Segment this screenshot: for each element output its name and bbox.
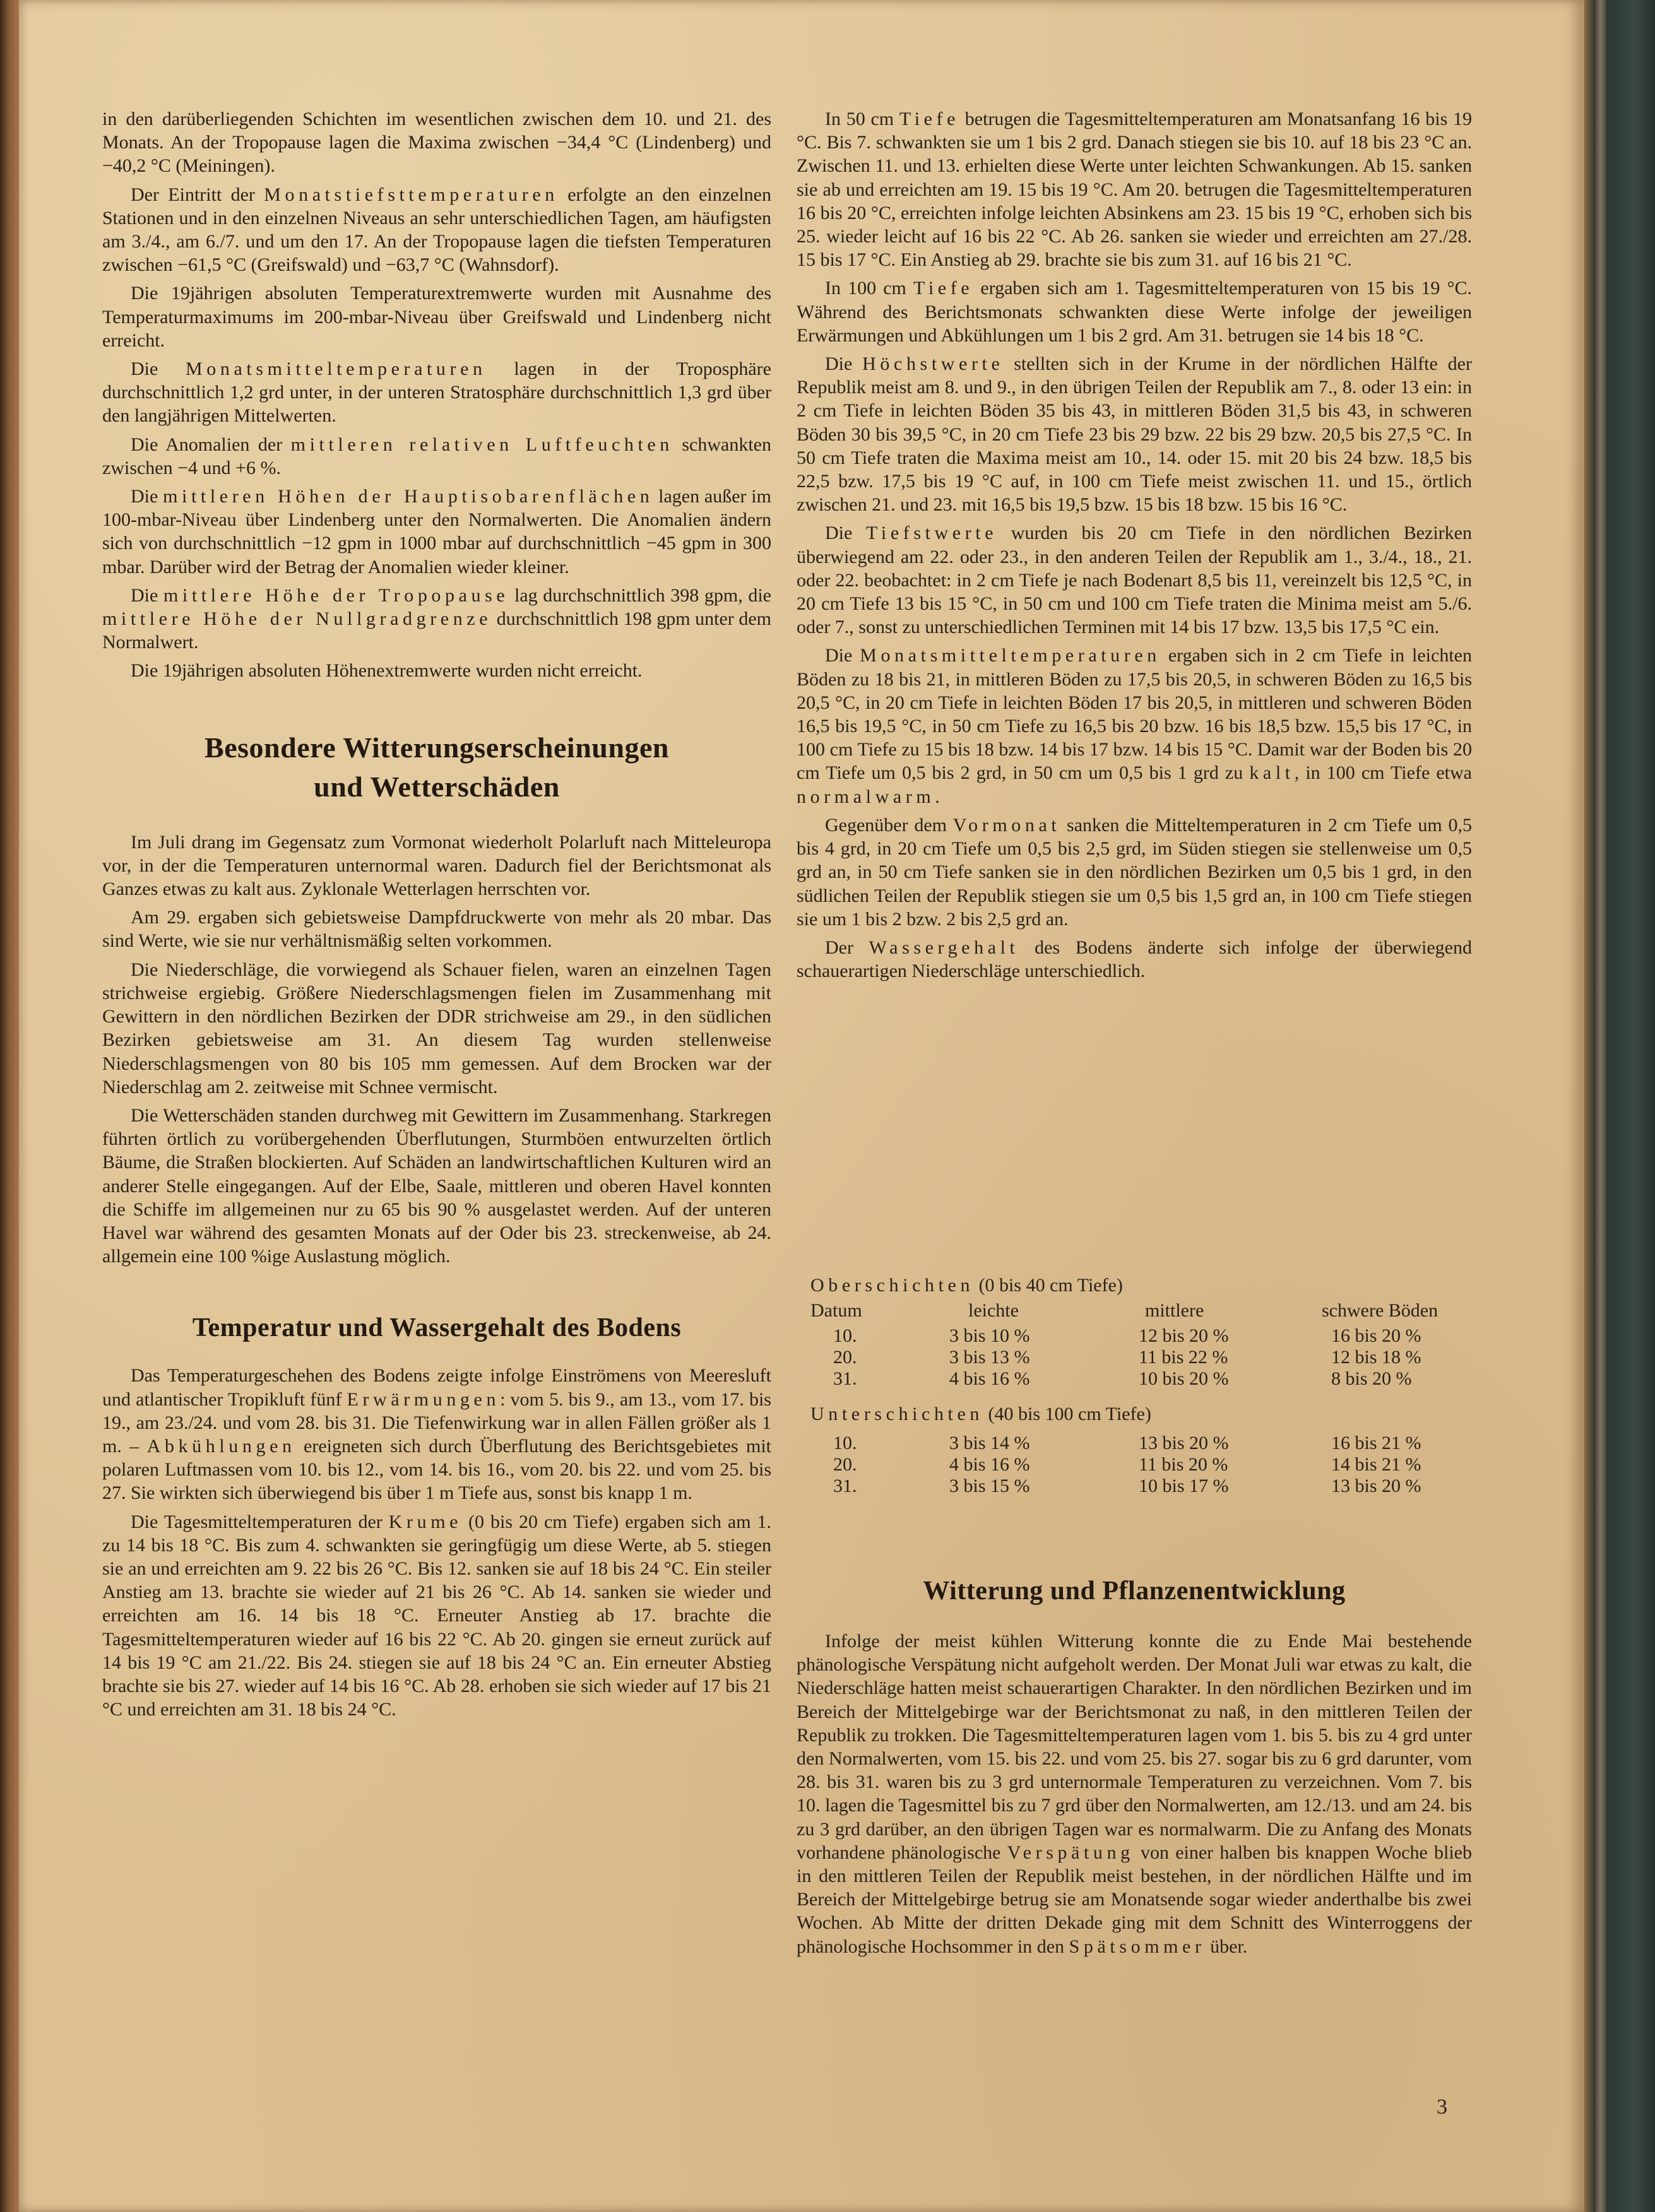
table-header-cell: schwere Böden (1322, 1300, 1438, 1321)
table-cell: 31. (833, 1368, 857, 1389)
table-cell: 10. (833, 1325, 857, 1346)
table-cell: 13 bis 20 % (1331, 1476, 1421, 1496)
section-heading-soil: Temperatur und Wassergehalt des Bodens (192, 1313, 682, 1343)
table-header-cell: leichte (968, 1300, 1019, 1321)
table-cell: 11 bis 22 % (1139, 1347, 1228, 1368)
table-row (810, 1476, 1480, 1497)
table-cell: 3 bis 10 % (949, 1325, 1030, 1346)
table-row (810, 1433, 1480, 1454)
paragraph: Der Eintritt der Monatstiefsttemperaturen erfolgte an den einzelnen Stationen und in den einzelnen Niveaus an sehr unterschiedlichen Tagen, am häufigsten am 3./4., am 6./7. und um den 17. An der Tropopause lagen die tiefsten Temperaturen zwischen −61,5 °C (Greifswald) und −63,7 °C (Wahnsdorf). (102, 184, 771, 276)
table-cell: 8 bis 20 % (1331, 1368, 1412, 1389)
paragraph: In 50 cm Tiefe betrugen die Tagesmitteltemperaturen am Monatsanfang 16 bis 19 °C. Bis 7. schwankten sie um 1 bis 2 grd. Danach stiegen sie bis 10. auf 18 bis 23 °C an. Zwischen 11. und 13. erhielten diese Werte unter leichten Schwankungen. Ab 15. sanken sie ab und erreichten am 19. 15 bis 19 °C. Am 20. betrugen die Tagesmitteltemperaturen 16 bis 20 °C, erreichten infolge leichten Absinkens am 23. 15 bis 19 °C, erhoben sich bis 25. wieder leicht auf 16 bis 22 °C. Ab 26. sanken sie wieder und erreichten am 27./28. 15 bis 17 °C. Ein Anstieg ab 29. brachte sie bis zum 31. auf 16 bis 21 °C. (797, 109, 1472, 271)
section-heading-plants: Witterung und Pflanzenentwicklung (923, 1576, 1346, 1606)
right-column-lower (797, 1571, 1472, 1963)
soil-water-table (810, 1275, 1480, 1497)
table-cell: 20. (833, 1454, 857, 1475)
table-cell: 31. (833, 1476, 857, 1496)
left-column (102, 107, 771, 1726)
table-cell: 10. (833, 1433, 857, 1453)
table-cell: 3 bis 14 % (949, 1433, 1030, 1453)
table-row (810, 1347, 1480, 1368)
table-header-row (810, 1300, 1480, 1322)
table-cell: 10 bis 20 % (1139, 1368, 1229, 1389)
section-heading-weather-phenomena: Besondere Witterungserscheinungen und Wetterschäden (205, 731, 669, 803)
paragraph: Die Niederschläge, die vorwiegend als Schauer fielen, waren an einzelnen Tagen strichweise ergiebig. Größere Niederschlagsmengen fielen im Zusammenhang mit Gewittern in den nördlichen Bezirken der DDR strichweise am 29., in den südlichen Bezirken gebietsweise am 31. An diesem Tag wurden stellenweise Niederschlagsmengen von 80 bis 105 mm gemessen. Auf dem Brocken war der Niederschlag am 2. zeitweise mit Schnee vermischt. (102, 959, 771, 1097)
table-title-lower: Unterschichten (40 bis 100 cm Tiefe) (810, 1404, 1151, 1424)
book-spine (1584, 0, 1655, 2212)
table-cell: 3 bis 15 % (949, 1476, 1030, 1496)
paragraph: Infolge der meist kühlen Witterung konnte die zu Ende Mai bestehende phänologische Verspätung nicht aufgeholt werden. Der Monat Juli war etwas zu kalt, die Niederschläge hatten meist schauerartigen Charakter. In den nördlichen Bezirken und im Bereich der Mittelgebirge war der Berichtsmonat zu naß, in den mittleren Teilen der Republik zu trokken. Die Tagesmitteltemperaturen lagen vom 1. bis 5. bis zu 4 grd unter den Normalwerten, vom 15. bis 22. und vom 25. bis 27. sogar bis zu 6 grd darunter, vom 28. bis 31. waren bis zu 3 grd unternormale Temperaturen zu verzeichnen. Vom 7. bis 10. lagen die Tagesmittel bis zu 7 grd über den Normalwerten, am 12./13. und am 24. bis zu 3 grd darüber, an den übrigen Tagen war es normalwarm. Die zu Anfang des Monats vorhandene phänologische Verspätung von einer halben bis knappen Woche blieb in den mittleren Teilen der Republik meist bestehen, in der nördlichen Hälfte und im Bereich der Mittelgebirge betrug sie am Monatsende sogar wieder anderthalbe bis zwei Wochen. Ab Mitte der dritten Dekade ging mit dem Schnitt des Winterroggens der phänologische Hochsommer in den Spätsommer über. (797, 1631, 1472, 1957)
page-number: 3 (1437, 2095, 1447, 2119)
paragraph: Die Wetterschäden standen durchweg mit Gewittern im Zusammenhang. Starkregen führten örtlich zu vorübergehenden Überflutungen, Sturmböen entwurzelten örtlich Bäume, die Straßen blockierten. Auf Schäden an landwirtschaftlichen Kulturen wird an anderer Stelle eingegangen. Auf der Elbe, Saale, mittleren und oberen Havel konnten die Schiffe im allgemeinen nur zu 65 bis 90 % ausgelastet werden. Auf der unteren Havel war während des gesamten Monats auf der Oder bis 23. streckenweise, ab 24. allgemein eine 100 %ige Auslastung möglich. (102, 1104, 771, 1267)
table-cell: 20. (833, 1347, 857, 1368)
table-cell: 4 bis 16 % (949, 1454, 1030, 1475)
paragraph: Die Monatsmitteltemperaturen ergaben sich in 2 cm Tiefe in leichten Böden zu 18 bis 21, in mittleren Böden zu 17,5 bis 20,5, in schweren Böden zu 16,5 bis 20,5 °C, in 20 cm Tiefe in leichten Böden 17 bis 20,5, in mittleren und schweren Böden 16,5 bis 19,5 °C, in 50 cm Tiefe zu 16,5 bis 20 bzw. 16 bis 18,5 bzw. 15,5 bis 17 °C, in 100 cm Tiefe zu 15 bis 18 bzw. 14 bis 17 bzw. 14 bis 15 °C. Damit war der Boden bis 20 cm Tiefe um 0,5 bis 2 grd, in 50 cm um 0,5 bis 1 grd zu kalt, in 100 cm Tiefe etwa normalwarm. (797, 645, 1472, 807)
table-row (810, 1454, 1480, 1476)
table-cell: 10 bis 17 % (1139, 1476, 1229, 1496)
table-cell: 16 bis 21 % (1331, 1433, 1421, 1453)
table-header-cell: Datum (810, 1300, 862, 1321)
table-header-cell: mittlere (1145, 1300, 1204, 1321)
table-cell: 11 bis 20 % (1139, 1454, 1228, 1475)
paragraph: In 100 cm Tiefe ergaben sich am 1. Tagesmitteltemperaturen von 15 bis 19 °C. Während des Berichtsmonats schwankten diese Werte infolge der jeweiligen Erwärmungen und Abkühlungen um 1 bis 2 grd. Am 31. betrugen sie 14 bis 18 °C. (797, 278, 1473, 346)
book-binding-left-edge (0, 0, 21, 2212)
paragraph: Die Tagesmitteltemperaturen der Krume (0 bis 20 cm Tiefe) ergaben sich am 1. zu 14 bis 18 °C. Bis zum 4. schwankten sie geringfügig um diese Werte, ab 5. stiegen sie an und erreichten am 9. 22 bis 26 °C. Bis 12. sanken sie auf 18 bis 24 °C. Ein steiler Anstieg am 13. brachte sie wieder auf 21 bis 26 °C. Ab 14. sanken sie wieder und erreichten am 16. 14 bis 18 °C. Erneuter Anstieg ab 17. brachte die Tagesmitteltemperaturen wieder auf 16 bis 22 °C. Ab 20. gingen sie erneut zurück auf 14 bis 19 °C am 21./22. Bis 24. stiegen sie auf 18 bis 24 °C an. Ein erneuter Abstieg brachte sie bis 27. wieder auf 14 bis 16 °C. Ab 28. erhoben sie sich wieder auf 17 bis 21 °C und erreichten am 31. 18 bis 24 °C. (102, 1511, 771, 1720)
spine-stripe (1596, 0, 1606, 2212)
table-title-upper: Oberschichten (0 bis 40 cm Tiefe) (810, 1275, 1123, 1296)
paragraph: Am 29. ergaben sich gebietsweise Dampfdruckwerte von mehr als 20 mbar. Das sind Werte, wie sie nur verhältnismäßig selten vorkommen. (102, 907, 771, 952)
paragraph: in den darüberliegenden Schichten im wesentlichen zwischen dem 10. und 21. des Monats. An der Tropopause lagen die Maxima zwischen −34,4 °C (Lindenberg) und −40,2 °C (Meiningen). (102, 109, 771, 177)
paragraph: Die Monatsmitteltemperaturen lagen in der Troposphäre durchschnittlich 1,2 grd unter, in der unteren Stratosphäre durchschnittlich 1,3 grd über den langjährigen Mittelwerten. (102, 358, 771, 427)
paragraph: Der Wassergehalt des Bodens änderte sich infolge der überwiegend schauerartigen Niederschläge unterschiedlich. (797, 937, 1472, 982)
table-cell: 3 bis 13 % (949, 1347, 1030, 1368)
paragraph: Gegenüber dem Vormonat sanken die Mitteltemperaturen in 2 cm Tiefe um 0,5 bis 4 grd, in 20 cm Tiefe um 0,5 bis 2,5 grd, im Süden stiegen sie stellenweise um 0,5 grd an, in 50 cm Tiefe sanken sie in den nördlichen Bezirken um 0,5 bis 1 grd, in den südlichen Teilen der Republik stiegen sie um 0,5 bis 1,5 grd an, in 100 cm Tiefe stiegen sie um 1 bis 2 bzw. 2 bis 2,5 grd an. (797, 814, 1472, 930)
paragraph: Das Temperaturgeschehen des Bodens zeigte infolge Einströmens von Meeresluft und atlantischer Tropikluft fünf Erwärmungen: vom 5. bis 9., am 13., vom 17. bis 19., am 23./24. und vom 28. bis 31. Die Tiefenwirkung war in allen Fällen größer als 1 m. – Abkühlungen ereigneten sich durch Überflutung des Berichtsgebietes mit polaren Luftmassen vom 10. bis 12., vom 14. bis 16., vom 20. bis 22. und vom 25. bis 27. Sie wirkten sich überwiegend bis über 1 m Tiefe aus, sonst bis knapp 1 m. (102, 1365, 771, 1504)
right-column (797, 107, 1472, 988)
paragraph: Im Juli drang im Gegensatz zum Vormonat wiederholt Polarluft nach Mitteleuropa vor, in der die Temperaturen unternormal waren. Dadurch fiel der Berichtsmonat als Ganzes etwas zu kalt aus. Zyklonale Wetterlagen herrschten vor. (102, 831, 771, 900)
table-cell: 12 bis 18 % (1331, 1347, 1421, 1368)
paragraph: Die Höchstwerte stellten sich in der Krume in der nördlichen Hälfte der Republik meist am 8. und 9., in den übrigen Teilen der Republik am 7., 8. oder 13 ein: in 2 cm Tiefe in leichten Böden 35 bis 43, in mittleren Böden 31,5 bis 43, in schweren Böden 30 bis 39,5 °C, in 20 cm Tiefe 23 bis 29 bzw. 22 bis 29 bzw. 20,5 bis 27,5 °C. In 50 cm Tiefe traten die Maxima meist am 10., 14. oder 15. mit 20 bis 24 bzw. 18,5 bis 22,5 bzw. 17,5 bis 19 °C auf, in 100 cm Tiefe meist zwischen 11. und 15., örtlich zwischen 21. und 23. mit 16,5 bis 19,5 bzw. 15 bis 18 bzw. 15 bis 16 °C. (797, 353, 1472, 516)
table-cell: 14 bis 21 % (1331, 1454, 1421, 1475)
table-cell: 13 bis 20 % (1139, 1433, 1229, 1453)
paragraph: Die 19jährigen absoluten Temperaturextremwerte wurden mit Ausnahme des Temperaturmaximums im 200-mbar-Niveau über Greifswald und Lindenberg nicht erreicht. (102, 283, 771, 351)
paragraph: Die Tiefstwerte wurden bis 20 cm Tiefe in den nördlichen Bezirken überwiegend am 22. oder 23., in den anderen Teilen der Republik am 1., 3./4., 18., 21. oder 22. beobachtet: in 2 cm Tiefe je nach Bodenart 8,5 bis 11, vereinzelt bis 12,5 °C, in 20 cm Tiefe 13 bis 15 °C, in 50 cm und 100 cm Tiefe traten die Minima meist am 5./6. oder 7., sonst zu unterschiedlichen Terminen mit 14 bis 17 bzw. 13,5 bis 17,5 °C ein. (797, 523, 1472, 638)
table-cell: 4 bis 16 % (949, 1368, 1030, 1389)
paragraph: Die 19jährigen absoluten Höhenextremwerte wurden nicht erreicht. (131, 660, 643, 682)
table-cell: 12 bis 20 % (1139, 1325, 1229, 1346)
paragraph: Die Anomalien der mittleren relativen Luftfeuchten schwankten zwischen −4 und +6 %. (102, 434, 771, 478)
paragraph: Die mittlere Höhe der Tropopause lag durchschnittlich 398 gpm, die mittlere Höhe der Nullgradgrenze durchschnittlich 198 gpm unter dem Normalwert. (102, 584, 772, 653)
paragraph: Die mittleren Höhen der Hauptisobarenflächen lagen außer im 100-mbar-Niveau über Lindenberg unter den Normalwerten. Die Anomalien ändern sich von durchschnittlich −12 gpm in 1000 mbar auf durchschnittlich −45 gpm in 300 mbar. Darüber wird der Betrag der Anomalien wieder kleiner. (102, 486, 771, 577)
table-row (810, 1368, 1480, 1390)
table-cell: 16 bis 20 % (1331, 1325, 1421, 1346)
table-row (810, 1325, 1480, 1347)
